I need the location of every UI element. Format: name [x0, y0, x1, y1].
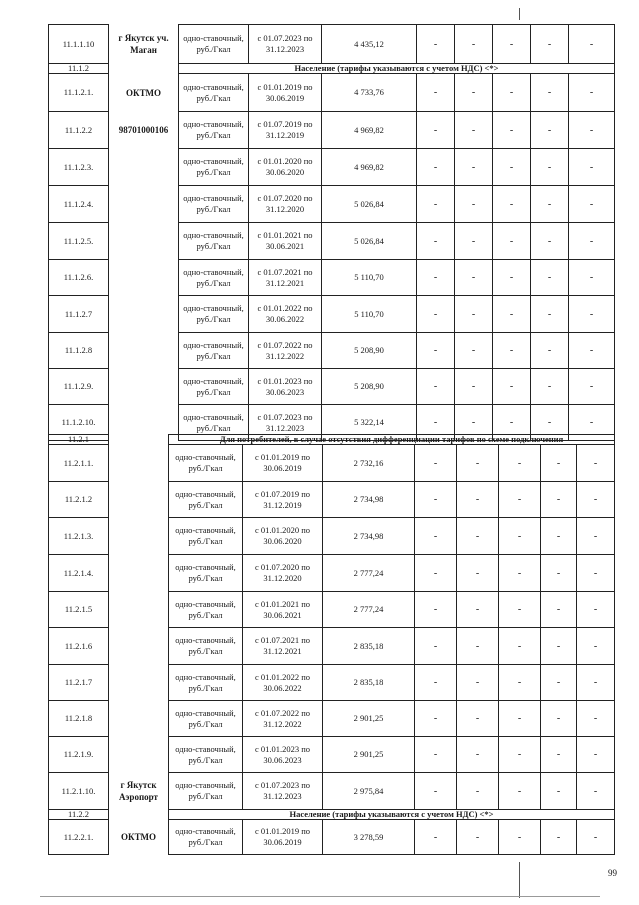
row-code: 11.1.2	[49, 64, 109, 74]
period-cell: с 01.07.2021 по 31.12.2021	[249, 260, 322, 296]
place-cell	[109, 435, 169, 445]
empty-value-cell: -	[457, 665, 499, 701]
section-title: Для потребителей, в случае отсутствия дифференциации тарифов по схеме подключения	[169, 435, 615, 445]
unit-cell: одно-ставочный, руб./Гкал	[169, 518, 243, 555]
place-cell	[109, 518, 169, 555]
empty-value-cell: -	[531, 333, 569, 369]
tariff-value: 2 734,98	[323, 482, 415, 518]
empty-value-cell: -	[577, 628, 615, 665]
period-cell: с 01.01.2023 по 30.06.2023	[249, 369, 322, 405]
empty-value-cell: -	[455, 369, 493, 405]
table-row	[49, 149, 615, 186]
empty-value-cell: -	[541, 592, 577, 628]
place-cell	[109, 64, 179, 74]
unit-cell: одно-ставочный, руб./Гкал	[179, 25, 249, 64]
empty-value-cell: -	[415, 737, 457, 773]
period-cell: с 01.07.2021 по 31.12.2021	[243, 628, 323, 665]
empty-value-cell: -	[417, 296, 455, 333]
empty-value-cell: -	[577, 737, 615, 773]
empty-value-cell: -	[417, 112, 455, 149]
row-code: 11.2.2	[49, 810, 109, 820]
period-cell: с 01.01.2022 по 30.06.2022	[243, 665, 323, 701]
empty-value-cell: -	[499, 592, 541, 628]
period-cell: с 01.07.2020 по 31.12.2020	[249, 186, 322, 223]
empty-value-cell: -	[415, 773, 457, 810]
tariff-value: 2 901,25	[323, 737, 415, 773]
empty-value-cell: -	[499, 665, 541, 701]
empty-value-cell: -	[541, 737, 577, 773]
table-row	[49, 628, 615, 665]
tariff-value: 5 026,84	[322, 186, 417, 223]
empty-value-cell: -	[415, 628, 457, 665]
place-cell	[109, 820, 169, 855]
empty-value-cell: -	[577, 445, 615, 482]
place-name: Маган	[130, 45, 157, 55]
empty-value-cell: -	[577, 665, 615, 701]
empty-value-cell: -	[531, 260, 569, 296]
empty-value-cell: -	[499, 518, 541, 555]
row-code: 11.1.2.10.	[49, 405, 109, 441]
empty-value-cell: -	[541, 445, 577, 482]
empty-value-cell: -	[569, 223, 615, 260]
table-row	[49, 665, 615, 701]
empty-value-cell: -	[417, 74, 455, 112]
table-row	[49, 737, 615, 773]
place-cell	[109, 555, 169, 592]
empty-value-cell: -	[493, 112, 531, 149]
place-cell	[109, 223, 179, 260]
table-row	[49, 74, 615, 112]
empty-value-cell: -	[457, 518, 499, 555]
empty-value-cell: -	[455, 149, 493, 186]
empty-value-cell: -	[493, 369, 531, 405]
place-cell	[109, 445, 169, 482]
tariff-value: 2 975,84	[323, 773, 415, 810]
empty-value-cell: -	[455, 186, 493, 223]
empty-value-cell: -	[417, 369, 455, 405]
table-row	[49, 820, 615, 855]
empty-value-cell: -	[415, 518, 457, 555]
empty-value-cell: -	[417, 260, 455, 296]
table-row	[49, 701, 615, 737]
unit-cell: одно-ставочный, руб./Гкал	[169, 482, 243, 518]
empty-value-cell: -	[493, 186, 531, 223]
empty-value-cell: -	[457, 445, 499, 482]
table-row	[49, 369, 615, 405]
table-row	[49, 296, 615, 333]
empty-value-cell: -	[493, 74, 531, 112]
place-name: ОКТМО	[126, 87, 161, 98]
period-cell: с 01.01.2020 по 30.06.2020	[249, 149, 322, 186]
empty-value-cell: -	[417, 333, 455, 369]
section-title: Население (тарифы указываются с учетом НДС) <*>	[169, 810, 615, 820]
tariff-value: 5 110,70	[322, 296, 417, 333]
tariff-value: 2 777,24	[323, 592, 415, 628]
row-code: 11.1.2.7	[49, 296, 109, 333]
unit-cell: одно-ставочный, руб./Гкал	[179, 186, 249, 223]
empty-value-cell: -	[531, 186, 569, 223]
empty-value-cell: -	[457, 820, 499, 855]
unit-cell: одно-ставочный, руб./Гкал	[169, 555, 243, 592]
empty-value-cell: -	[499, 445, 541, 482]
place-cell	[109, 665, 169, 701]
place-cell	[109, 482, 169, 518]
period-cell: с 01.07.2019 по 31.12.2019	[249, 112, 322, 149]
empty-value-cell: -	[457, 773, 499, 810]
tariff-value: 2 734,98	[323, 518, 415, 555]
unit-cell: одно-ставочный, руб./Гкал	[169, 628, 243, 665]
unit-cell: одно-ставочный, руб./Гкал	[169, 820, 243, 855]
section-row	[49, 810, 615, 820]
table-row	[49, 773, 615, 810]
empty-value-cell: -	[417, 405, 455, 441]
empty-value-cell: -	[455, 260, 493, 296]
empty-value-cell: -	[493, 149, 531, 186]
empty-value-cell: -	[457, 482, 499, 518]
empty-value-cell: -	[455, 112, 493, 149]
empty-value-cell: -	[499, 628, 541, 665]
place-cell	[109, 333, 179, 369]
table-row	[49, 592, 615, 628]
empty-value-cell: -	[455, 296, 493, 333]
empty-value-cell: -	[577, 592, 615, 628]
tariff-value: 5 208,90	[322, 333, 417, 369]
unit-cell: одно-ставочный, руб./Гкал	[169, 773, 243, 810]
empty-value-cell: -	[531, 223, 569, 260]
empty-value-cell: -	[455, 405, 493, 441]
row-code: 11.2.1.9.	[49, 737, 109, 773]
row-code: 11.1.2.3.	[49, 149, 109, 186]
place-name: Аэропорт	[119, 792, 158, 802]
unit-cell: одно-ставочный, руб./Гкал	[179, 74, 249, 112]
empty-value-cell: -	[417, 186, 455, 223]
tariff-value: 2 835,18	[323, 665, 415, 701]
page-number: 99	[608, 868, 617, 878]
empty-value-cell: -	[531, 296, 569, 333]
empty-value-cell: -	[417, 25, 455, 64]
row-code: 11.2.1.6	[49, 628, 109, 665]
row-code: 11.2.1.4.	[49, 555, 109, 592]
empty-value-cell: -	[541, 665, 577, 701]
period-cell: с 01.07.2023 по 31.12.2023	[249, 25, 322, 64]
empty-value-cell: -	[455, 333, 493, 369]
empty-value-cell: -	[415, 665, 457, 701]
empty-value-cell: -	[577, 820, 615, 855]
tariff-table-bottom	[48, 434, 615, 855]
tariff-value: 2 835,18	[323, 628, 415, 665]
table-row	[49, 518, 615, 555]
section-title: Население (тарифы указываются с учетом НДС) <*>	[179, 64, 615, 74]
row-code: 11.2.1.7	[49, 665, 109, 701]
empty-value-cell: -	[531, 149, 569, 186]
row-code: 11.2.2.1.	[49, 820, 109, 855]
row-code: 11.1.2.9.	[49, 369, 109, 405]
place-name: г Якутск уч.	[118, 33, 169, 43]
empty-value-cell: -	[493, 25, 531, 64]
empty-value-cell: -	[457, 555, 499, 592]
tariff-value: 2 732,16	[323, 445, 415, 482]
tariff-value: 5 322,14	[322, 405, 417, 441]
table-row	[49, 445, 615, 482]
empty-value-cell: -	[577, 701, 615, 737]
empty-value-cell: -	[569, 112, 615, 149]
table-row	[49, 186, 615, 223]
place-name: 98701000106	[118, 125, 169, 135]
period-cell: с 01.07.2023 по 31.12.2023	[249, 405, 322, 441]
tariff-value: 5 026,84	[322, 223, 417, 260]
unit-cell: одно-ставочный, руб./Гкал	[179, 223, 249, 260]
empty-value-cell: -	[569, 260, 615, 296]
period-cell: с 01.07.2019 по 31.12.2019	[243, 482, 323, 518]
period-cell: с 01.07.2022 по 31.12.2022	[249, 333, 322, 369]
empty-value-cell: -	[455, 74, 493, 112]
unit-cell: одно-ставочный, руб./Гкал	[179, 260, 249, 296]
empty-value-cell: -	[569, 369, 615, 405]
period-cell: с 01.01.2019 по 30.06.2019	[249, 74, 322, 112]
tariff-value: 4 969,82	[322, 112, 417, 149]
section-row	[49, 435, 615, 445]
unit-cell: одно-ставочный, руб./Гкал	[169, 737, 243, 773]
unit-cell: одно-ставочный, руб./Гкал	[169, 701, 243, 737]
row-code: 11.1.2.4.	[49, 186, 109, 223]
empty-value-cell: -	[415, 555, 457, 592]
tariff-value: 5 110,70	[322, 260, 417, 296]
period-cell: с 01.07.2022 по 31.12.2022	[243, 701, 323, 737]
empty-value-cell: -	[531, 405, 569, 441]
unit-cell: одно-ставочный, руб./Гкал	[179, 405, 249, 441]
section-row	[49, 64, 615, 74]
empty-value-cell: -	[493, 405, 531, 441]
empty-value-cell: -	[569, 186, 615, 223]
table-row	[49, 25, 615, 64]
empty-value-cell: -	[569, 149, 615, 186]
empty-value-cell: -	[415, 701, 457, 737]
empty-value-cell: -	[541, 518, 577, 555]
empty-value-cell: -	[499, 482, 541, 518]
row-code: 11.1.2.8	[49, 333, 109, 369]
empty-value-cell: -	[541, 701, 577, 737]
empty-value-cell: -	[577, 773, 615, 810]
row-code: 11.2.1.1.	[49, 445, 109, 482]
row-code: 11.1.2.1.	[49, 74, 109, 112]
place-name: ОКТМО	[121, 832, 156, 842]
place-name: г Якутск	[120, 780, 157, 790]
tariff-value: 2 901,25	[323, 701, 415, 737]
empty-value-cell: -	[541, 773, 577, 810]
unit-cell: одно-ставочный, руб./Гкал	[179, 333, 249, 369]
scan-mark	[519, 862, 520, 898]
place-cell	[109, 369, 179, 405]
empty-value-cell: -	[457, 701, 499, 737]
empty-value-cell: -	[457, 737, 499, 773]
place-cell	[109, 296, 179, 333]
empty-value-cell: -	[457, 628, 499, 665]
place-cell	[109, 628, 169, 665]
period-cell: с 01.01.2019 по 30.06.2019	[243, 445, 323, 482]
empty-value-cell: -	[531, 25, 569, 64]
empty-value-cell: -	[417, 149, 455, 186]
empty-value-cell: -	[569, 333, 615, 369]
empty-value-cell: -	[493, 260, 531, 296]
empty-value-cell: -	[457, 592, 499, 628]
period-cell: с 01.01.2021 по 30.06.2021	[243, 592, 323, 628]
row-code: 11.2.1.10.	[49, 773, 109, 810]
empty-value-cell: -	[541, 482, 577, 518]
empty-value-cell: -	[577, 518, 615, 555]
tariff-value: 2 777,24	[323, 555, 415, 592]
period-cell: с 01.01.2020 по 30.06.2020	[243, 518, 323, 555]
unit-cell: одно-ставочный, руб./Гкал	[169, 592, 243, 628]
place-cell	[109, 25, 179, 64]
row-code: 11.1.1.10	[49, 25, 109, 64]
place-cell	[109, 701, 169, 737]
tariff-table-top	[48, 24, 615, 441]
place-cell	[109, 74, 179, 112]
table-row	[49, 223, 615, 260]
empty-value-cell: -	[499, 737, 541, 773]
empty-value-cell: -	[577, 482, 615, 518]
empty-value-cell: -	[569, 25, 615, 64]
empty-value-cell: -	[531, 112, 569, 149]
empty-value-cell: -	[569, 296, 615, 333]
empty-value-cell: -	[577, 555, 615, 592]
row-code: 11.1.2.5.	[49, 223, 109, 260]
row-code: 11.2.1.8	[49, 701, 109, 737]
empty-value-cell: -	[531, 74, 569, 112]
tariff-value: 4 969,82	[322, 149, 417, 186]
empty-value-cell: -	[493, 296, 531, 333]
period-cell: с 01.01.2021 по 30.06.2021	[249, 223, 322, 260]
place-cell	[109, 112, 179, 149]
place-cell	[109, 149, 179, 186]
empty-value-cell: -	[541, 555, 577, 592]
place-cell	[109, 260, 179, 296]
period-cell: с 01.01.2022 по 30.06.2022	[249, 296, 322, 333]
empty-value-cell: -	[417, 223, 455, 260]
table-row	[49, 112, 615, 149]
empty-value-cell: -	[415, 445, 457, 482]
unit-cell: одно-ставочный, руб./Гкал	[179, 149, 249, 186]
place-cell	[109, 810, 169, 820]
table-row	[49, 333, 615, 369]
table-row	[49, 555, 615, 592]
empty-value-cell: -	[569, 74, 615, 112]
place-cell	[109, 592, 169, 628]
scan-mark	[40, 896, 600, 897]
empty-value-cell: -	[415, 820, 457, 855]
row-code: 11.2.1.2	[49, 482, 109, 518]
empty-value-cell: -	[499, 555, 541, 592]
place-cell	[109, 737, 169, 773]
empty-value-cell: -	[499, 820, 541, 855]
empty-value-cell: -	[499, 701, 541, 737]
empty-value-cell: -	[493, 223, 531, 260]
scan-mark	[519, 8, 520, 20]
place-cell	[109, 773, 169, 810]
empty-value-cell: -	[569, 405, 615, 441]
tariff-value: 5 208,90	[322, 369, 417, 405]
unit-cell: одно-ставочный, руб./Гкал	[179, 369, 249, 405]
table-row	[49, 482, 615, 518]
period-cell: с 01.07.2023 по 31.12.2023	[243, 773, 323, 810]
period-cell: с 01.07.2020 по 31.12.2020	[243, 555, 323, 592]
row-code: 11.2.1.3.	[49, 518, 109, 555]
tariff-value: 4 435,12	[322, 25, 417, 64]
tariff-value: 3 278,59	[323, 820, 415, 855]
unit-cell: одно-ставочный, руб./Гкал	[179, 296, 249, 333]
empty-value-cell: -	[415, 592, 457, 628]
unit-cell: одно-ставочный, руб./Гкал	[169, 665, 243, 701]
row-code: 11.1.2.6.	[49, 260, 109, 296]
empty-value-cell: -	[455, 25, 493, 64]
empty-value-cell: -	[455, 223, 493, 260]
tariff-value: 4 733,76	[322, 74, 417, 112]
row-code: 11.2.1	[49, 435, 109, 445]
unit-cell: одно-ставочный, руб./Гкал	[179, 112, 249, 149]
empty-value-cell: -	[493, 333, 531, 369]
table-row	[49, 260, 615, 296]
period-cell: с 01.01.2019 по 30.06.2019	[243, 820, 323, 855]
place-cell	[109, 186, 179, 223]
empty-value-cell: -	[531, 369, 569, 405]
unit-cell: одно-ставочный, руб./Гкал	[169, 445, 243, 482]
empty-value-cell: -	[541, 820, 577, 855]
row-code: 11.1.2.2	[49, 112, 109, 149]
period-cell: с 01.01.2023 по 30.06.2023	[243, 737, 323, 773]
empty-value-cell: -	[415, 482, 457, 518]
row-code: 11.2.1.5	[49, 592, 109, 628]
empty-value-cell: -	[541, 628, 577, 665]
empty-value-cell: -	[499, 773, 541, 810]
